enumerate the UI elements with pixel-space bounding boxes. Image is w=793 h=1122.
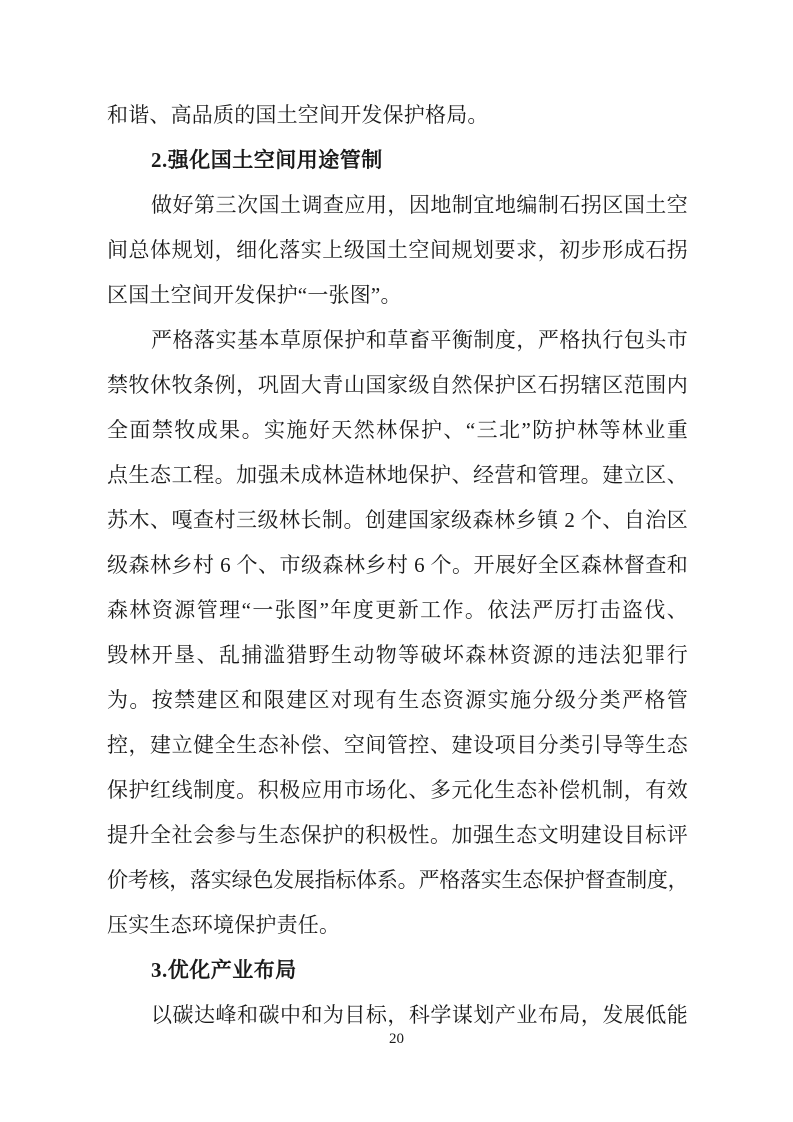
text-line: 毁林开垦、乱捕滥猎野生动物等破坏森林资源的违法犯罪行	[107, 643, 688, 667]
text-line: 森林资源管理“一张图”年度更新工作。依法严厉打击盗伐、	[107, 598, 688, 622]
text-line: 提升全社会参与生态保护的积极性。加强生态文明建设目标评	[107, 823, 688, 847]
text-line: 和谐、高品质的国土空间开发保护格局。	[107, 103, 489, 127]
text-line: 区国土空间开发保护“一张图”。	[107, 283, 402, 307]
text-line: 价考核，落实绿色发展指标体系。严格落实生态保护督查制度，	[107, 868, 688, 892]
text-line: 点生态工程。加强未成林造林地保护、经营和管理。建立区、	[107, 463, 688, 487]
section-heading: 3.优化产业布局	[151, 958, 297, 982]
text-line: 压实生态环境保护责任。	[107, 913, 341, 937]
text-line: 间总体规划，细化落实上级国土空间规划要求，初步形成石拐	[107, 238, 688, 262]
text-line: 控，建立健全生态补偿、空间管控、建设项目分类引导等生态	[107, 733, 688, 757]
document-body	[107, 93, 688, 1038]
text-line: 为。按禁建区和限建区对现有生态资源实施分级分类严格管	[107, 688, 688, 712]
text-line: 级森林乡村 6 个、市级森林乡村 6 个。开展好全区森林督查和	[107, 553, 688, 577]
text-line: 全面禁牧成果。实施好天然林保护、“三北”防护林等林业重	[107, 418, 688, 442]
text-line: 严格落实基本草原保护和草畜平衡制度，严格执行包头市	[151, 328, 688, 352]
text-line: 禁牧休牧条例，巩固大青山国家级自然保护区石拐辖区范围内	[107, 373, 688, 397]
text-line: 保护红线制度。积极应用市场化、多元化生态补偿机制，有效	[107, 778, 688, 802]
text-line: 做好第三次国土调查应用，因地制宜地编制石拐区国土空	[151, 193, 688, 217]
text-line: 苏木、嘎查村三级林长制。创建国家级森林乡镇 2 个、自治区	[107, 508, 688, 532]
page-number: 20	[389, 1031, 404, 1047]
section-heading: 2.强化国土空间用途管制	[151, 148, 383, 172]
text-line: 以碳达峰和碳中和为目标，科学谋划产业布局，发展低能	[151, 1003, 688, 1027]
